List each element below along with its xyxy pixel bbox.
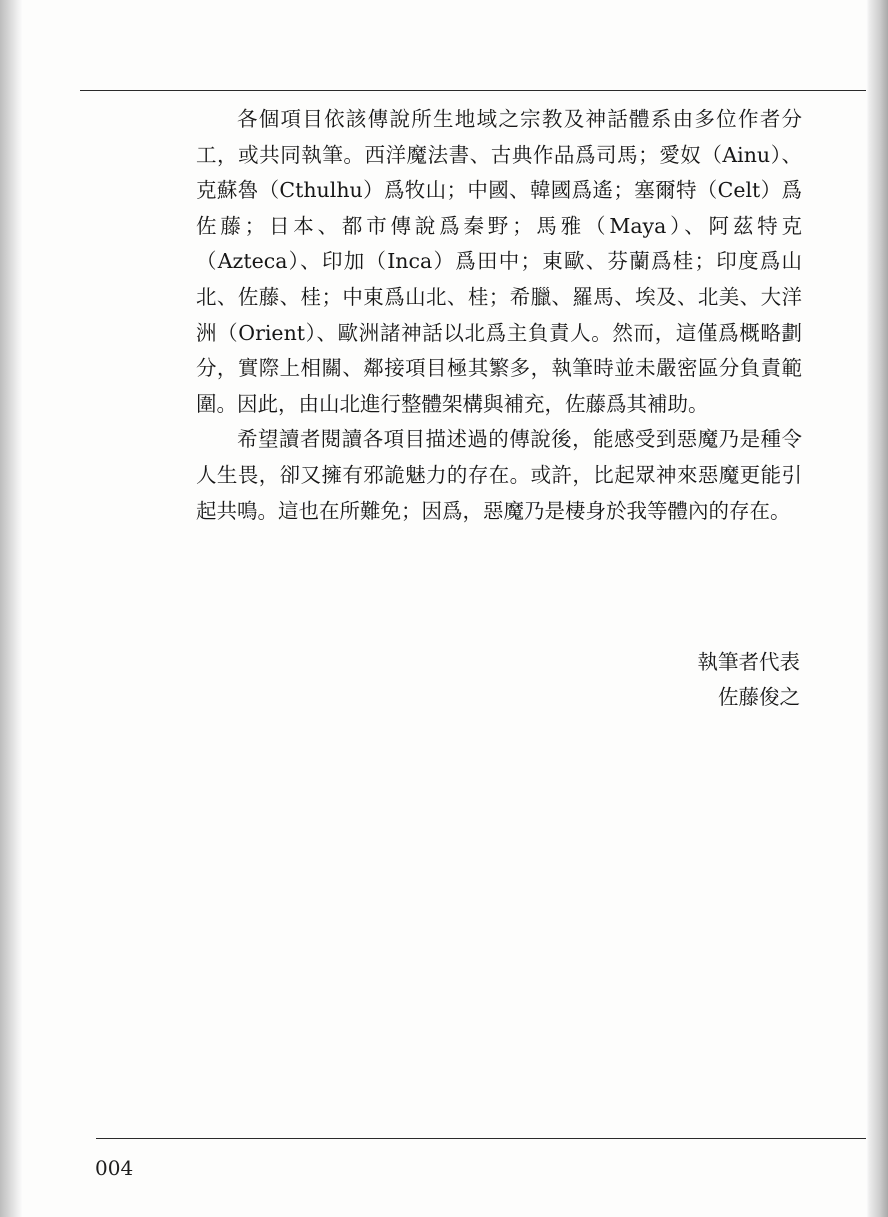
footer-rule [96,1138,866,1139]
signature-block [698,645,801,715]
header-rule [80,90,866,91]
page-number: 004 [95,1156,134,1180]
paragraph-authors: 各個項目依該傳說所生地域之宗教及神話體系由多位作者分工，或共同執筆。西洋魔法書、古典作品爲司馬；愛奴（Ainu）、克蘇魯（Cthulhu）爲牧山；中國、韓國爲遙；塞爾特（Celt）爲佐藤；日本、都市傳說爲秦野；馬雅（Maya）、阿茲特克（Azteca）、印加（Inca）爲田中；東歐、芬蘭爲桂；印度爲山北、佐藤、桂；中東爲山北、桂；希臘、羅馬、埃及、北美、大洋洲（Orient）、歐洲諸神話以北爲主負責人。然而，這僅爲概略劃分，實際上相關、鄰接項目極其繁多，執筆時並未嚴密區分負責範圍。因此，由山北進行整體架構與補充，佐藤爲其補助。 [196,107,802,416]
signature-name: 佐藤俊之 [718,685,800,709]
signature-title: 執筆者代表 [697,650,800,674]
scan-shadow-left [0,0,22,1217]
main-text [196,102,802,529]
scan-shadow-right [866,0,888,1217]
paragraph-hope: 希望讀者閱讀各項目描述過的傳說後，能感受到惡魔乃是種令人生畏，卻又擁有邪詭魅力的存在。或許，比起眾神來惡魔更能引起共鳴。這也在所難免；因爲，惡魔乃是棲身於我等體內的存在。 [196,427,802,523]
